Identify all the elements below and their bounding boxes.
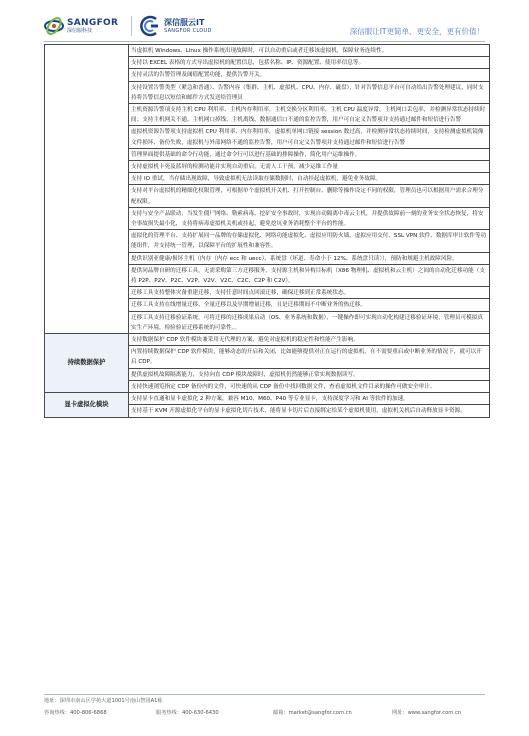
feature-cell: 支持显卡直通和显卡虚拟化 2 种方案，兼容 M10、M60、P40 等专业显卡，支持深度学习和 AI 等软件的加速。 [129, 393, 490, 405]
sangfor-brand-name: SANGFOR [67, 17, 119, 28]
sangfor-brand-cn: 深信服科技 [67, 27, 93, 34]
feature-cell: 主机资源告警项支持主机 CPU 利用率、主机内存利用率，主机交换分区利用率，主机 CPU 温度异常，主机网口丢包率，并检测异常状态持续时间；支持主机网关不通、主机网口掉线、主机离线、数据通信口不通的监控告警，用户可自定义告警项并支持通过邮件和短信进行告警 [129, 104, 490, 126]
sangfor-cloud-icon [139, 15, 161, 37]
feature-cell: 支持基于 KVM 开源虚拟化平台的显卡虚拟化切片技术，能将显卡切片后直接绑定给某个虚拟机使用，虚拟机关机后自动释放显卡资源。 [129, 405, 490, 417]
footer-email[interactable]: 邮箱：market@sangfor.com.cn [273, 710, 352, 716]
feature-table [44, 44, 490, 418]
sangfor-logo [44, 16, 118, 36]
feature-cell: 提供虚拟机故障隔离能力，支持向直 CDP 模块故障时，虚拟机仍然能够正常实现数据读写。 [129, 368, 490, 380]
feature-cell: 迁移工具支持迁移验证系统，可将迁移的迁移成果启动（OS、业务系统和数据），一键操作即可实现自动化构建迁移验证环境，管理员可模拟真实生产环境，检验验证迁移系统的可靠性。。 [129, 311, 490, 333]
feature-cell: 支持 IO 重试，当存储出现故障，导致虚拟机无法读取存储数据时，自动挂起虚拟机，避免业务故障。 [129, 173, 490, 185]
feature-cell: 提供同品牌自研的迁移工具，无需采购第三方迁移服务，支持源主机和异构目标机（X86 物理机、虚拟机和云主机）之间的自动化迁移功能（支持 P2P、P2V、P2C、V2P、V2V、V2C、C2C、C2P 和 C2V）。 [129, 264, 490, 286]
feature-cell: 迁移工具支持整体灾备重建迁移，支持任意时间点回滚迁移，确保迁移到正常系统状态。 [129, 287, 490, 299]
feature-cell: 虚拟机资源告警项支持虚拟机 CPU 利用率、内存利用率，虚拟机单网口链接 session 数过高，并检测异常状态持续时间，支持检测虚拟机镜像文件损坏、备份失败，虚拟机与外部网络不通的监控告警，用户可自定义告警项并支持通过邮件和短信进行告警 [129, 126, 490, 148]
footer-service-line: 服务热线：400-630-6430 [156, 710, 219, 716]
feature-cell: 迁移工具支持在线增量迁移、全量迁移以及早期增量迁移，且是迁移期间不中断业务的热迁移。 [129, 299, 490, 311]
logo-divider [131, 16, 132, 36]
feature-cell: 虚拟化的管理平台、支持扩展同一品牌的存储虚拟化、网络功能虚拟化、虚拟应用防火墙、虚拟应用交付、SSL VPN 软件、数据库审计软件等功能组件，并支持统一管理，以保障平台的扩展性和兼容性。 [129, 230, 490, 252]
feature-cell: 内置持续数据保护 CDP 软件模块，能够动态的开启和关闭，比如能够提供对正在运行的虚拟机，在不需要重启或中断业务的情况下，就可以开启 CDP。 [129, 346, 490, 368]
page-header [0, 0, 529, 40]
feature-cell: 支持与安全产品联动，当发生僵尸网络、勒索病毒、挖矿安全事故时，实现自动隔离中毒云主机，并提供故障前一刻的业务安全状态恢复，将安全事故损失最小化，支持将病毒虚拟机关机或挂起，避免挖坑业务消耗整个平台的性能。 [129, 207, 490, 229]
feature-row [45, 393, 490, 405]
category-cell: 持续数据保护 [45, 334, 129, 393]
feature-cell: 支持设置告警类型（紧急和普通）、告警内容（集群、主机、虚拟机、CPU、内存、磁盘），针对告警信息平台可自动给出告警处理建议，同时支持将告警信息以短信和邮件方式发送给管理员 [129, 81, 490, 103]
footer-website[interactable]: 网址：www.sangfor.com.cn [392, 710, 462, 716]
cloud-brand-cn: 深信服云IT [164, 17, 205, 27]
feature-cell: 支持快速浏览指定 CDP 备份内的文件，可快速的从 CDP 备份中找回数据文件，查看虚拟机文件目录的操作可做安全审计。 [129, 380, 490, 392]
feature-row [45, 334, 490, 346]
footer-divider [44, 694, 485, 695]
feature-table-body [45, 45, 490, 418]
sangfor-logo-icon [44, 16, 64, 36]
sangfor-cloud-logo [139, 15, 212, 37]
feature-cell: 支持灵活的告警管理及阈值配置功能，提供告警开关。 [129, 69, 490, 81]
feature-cell: 管理界面提供基础的命令行功能，通过命令行可以进行基础的排障操作，简化用户运维操作。 [129, 148, 490, 160]
feature-cell: 当虚拟机 Windows、Linux 操作系统出现故障时，可以自动重启或者迁移该虚拟机，保障业务连续性。 [129, 45, 490, 57]
feature-table-container [44, 44, 485, 418]
footer-address: 地址：深圳市南山区学苑大道1001号南山智园A1栋 [44, 698, 163, 704]
feature-cell: 提供识别亚健康/损坏主机（内存（内存 ecc 和 uecc）、系统盘（坏道、寿命小于 12%、系统盘只读）），预防和规避主机故障风险。 [129, 252, 490, 264]
feature-cell: 支持虚拟机卡死及蓝屏的检测功能并实现自动重启，无需人工干预，减少运维工作量 [129, 161, 490, 173]
header-divider [44, 41, 485, 42]
category-cell: 显卡虚拟化模块 [45, 393, 129, 417]
header-slogan: 深信服让IT更简单、更安全，更有价值！ [349, 27, 484, 36]
category-cell [45, 45, 129, 334]
feature-row [45, 45, 490, 57]
feature-cell: 支持数据保护 CDP 软件模块兼采用无代理的方案，避免对虚拟机的稳定性和性能产生影响。 [129, 334, 490, 346]
feature-cell: 支持以 EXCEL 表格的方式导出虚拟机的配置信息，包括名称、IP、资源配置、使用率信息等。 [129, 57, 490, 69]
footer-hotline: 咨询热线：400-806-6868 [44, 710, 107, 716]
feature-cell: 支持对平台虚拟机的精细化权限管理，可根据单个虚拟机开关机、打开控制台、删除等操作设定不同的权限，管理员也可以根据用户需求合理分配权限。 [129, 185, 490, 207]
cloud-brand-en: SANGFOR CLOUD [164, 27, 212, 34]
